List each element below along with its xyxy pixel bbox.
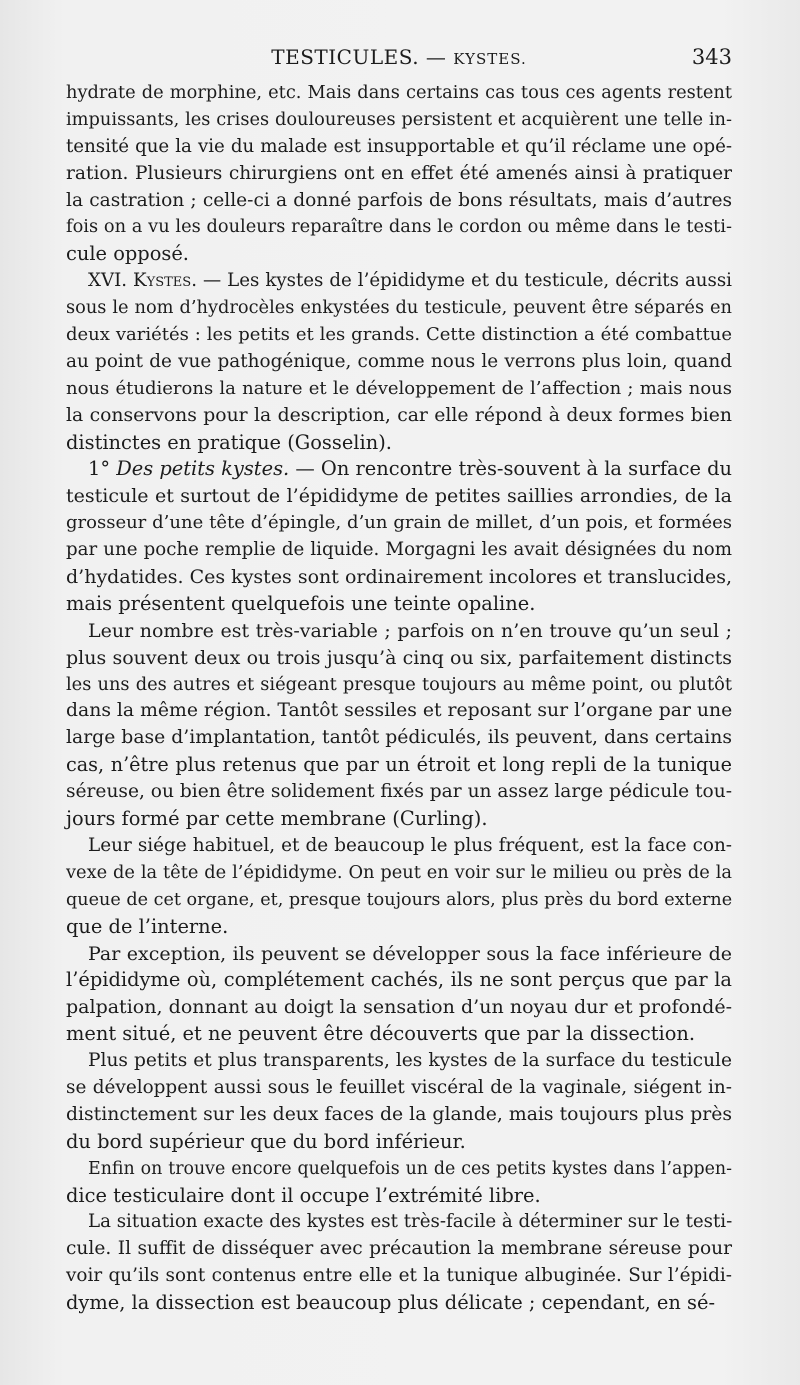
text-line <box>66 672 732 699</box>
text-line <box>66 161 732 188</box>
line-text: testicule et surtout de l’épididyme de petites saillies arrondies, de la <box>66 485 732 508</box>
text-line <box>66 430 732 457</box>
text-line <box>66 483 732 510</box>
line-text: Plus petits et plus transparents, les kystes de la surface du testicule <box>88 1050 732 1072</box>
line-text: ment situé, et ne peuvent être découverts que par la dissection. <box>66 1022 696 1046</box>
text-line <box>66 618 732 645</box>
text-line <box>66 1048 732 1075</box>
line-text: palpation, donnant au doigt la sensation d’un noyau dur et profondé- <box>66 996 732 1019</box>
line-text: fois on a vu les douleurs reparaître dans le cordon ou même dans le testi- <box>66 216 732 238</box>
line-text: plus souvent deux ou trois jusqu’à cinq ou six, parfaitement distincts <box>66 646 732 669</box>
text-line <box>66 107 732 134</box>
text-line <box>66 1021 732 1048</box>
running-head <box>66 42 732 74</box>
text-line <box>66 134 732 161</box>
line-text: que de l’interne. <box>66 914 229 938</box>
text-line <box>66 456 732 483</box>
text-line <box>66 591 732 618</box>
text-line <box>66 1156 732 1183</box>
line-text: l’épididyme où, complétement cachés, ils ne sont perçus que par la <box>66 968 732 992</box>
text-line <box>66 322 732 349</box>
text-line <box>66 349 732 376</box>
line-text: Par exception, ils peuvent se développer sous la face inférieure de <box>88 942 732 965</box>
text-line <box>66 214 732 241</box>
line-text: la conservons pour la description, car elle répond à deux formes bien <box>66 404 732 426</box>
line-text: sous le nom d’hydrocèles enkystées du testicule, peuvent être séparés en <box>66 297 732 319</box>
line-text: cule opposé. <box>66 242 189 266</box>
text-line <box>66 967 732 994</box>
line-text: voir qu’ils sont contenus entre elle et la tunique albuginée. Sur l’épidi- <box>66 1265 732 1287</box>
line-text: large base d’implantation, tantôt pédiculés, ils peuvent, dans certains <box>66 727 732 749</box>
line-text: distinctement sur les deux faces de la glande, mais toujours plus près <box>66 1103 732 1125</box>
line-text: Leur nombre est très-variable ; parfois on n’en trouve qu’un seul ; <box>88 619 732 642</box>
text-line <box>66 295 732 322</box>
line-text: queue de cet organe, et, presque toujours alors, plus près du bord externe <box>66 889 733 910</box>
text-line <box>66 779 732 806</box>
line-text: séreuse, ou bien être solidement fixés par un assez large pédicule tou- <box>66 781 732 803</box>
running-head-title: TESTICULES. <box>271 45 420 69</box>
text-line <box>66 994 732 1021</box>
line-text: distinctes en pratique (Gosselin). <box>66 430 392 454</box>
text-line <box>66 1263 732 1290</box>
text-line <box>66 376 732 403</box>
text-line <box>66 268 732 295</box>
line-text: nous étudierons la nature et le développement de l’affection ; mais nous <box>66 377 732 399</box>
text-line <box>66 241 732 268</box>
line-text: au point de vue pathogénique, comme nous le verrons plus loin, quand <box>66 350 732 372</box>
text-line <box>66 403 732 430</box>
line-text: d’hydatides. Ces kystes sont ordinairement incolores et translucides, <box>66 566 733 589</box>
text-line <box>66 1075 732 1102</box>
text-line <box>66 1290 732 1317</box>
line-text: du bord supérieur que du bord inférieur. <box>66 1129 466 1153</box>
text-line <box>66 188 732 215</box>
line-text: impuissants, les crises douloureuses persistent et acquièrent une telle in- <box>66 108 732 130</box>
subsection-heading: Des petits kystes. <box>116 457 290 481</box>
line-text: jours formé par cette membrane (Curling). <box>66 807 488 831</box>
line-text: tensité que la vie du malade est insupportable et qu’il réclame une opé- <box>66 135 732 157</box>
section-heading: Kystes. <box>133 270 197 292</box>
line-text: mais présentent quelquefois une teinte opaline. <box>66 591 536 615</box>
text-line <box>66 833 732 860</box>
text-line <box>66 80 732 107</box>
text-line <box>66 887 732 914</box>
line-text: La situation exacte des kystes est très-facile à déterminer sur le testi- <box>88 1211 733 1233</box>
text-line <box>66 1183 732 1210</box>
line-text: Enfin on trouve encore quelquefois un de ces petits kystes dans l’appen- <box>88 1158 732 1179</box>
text-line <box>66 698 732 725</box>
text-line <box>66 941 732 968</box>
section-number: 1° <box>88 457 117 481</box>
running-head-subtitle: KYSTES. <box>453 50 527 68</box>
line-text: se développent aussi sous le feuillet viscéral de la vaginale, siégent in- <box>66 1076 732 1098</box>
line-text: Leur siége habituel, et de beaucoup le plus fréquent, est la face con- <box>88 834 732 856</box>
text-line <box>66 860 732 887</box>
line-text: cas, n’être plus retenus que par un étroit et long repli de la tunique <box>66 753 732 777</box>
page-header <box>66 42 732 72</box>
line-text: la castration ; celle-ci a donné parfois de bons résultats, mais d’autres <box>66 189 732 211</box>
text-line <box>66 806 732 833</box>
text-line <box>66 725 732 752</box>
page-number: 343 <box>691 45 732 69</box>
line-text: dice testiculaire dont il occupe l’extrémité libre. <box>66 1183 541 1207</box>
line-text: dyme, la dissection est beaucoup plus délicate ; cependant, en sé- <box>66 1291 716 1315</box>
text-line <box>66 537 732 564</box>
line-text: — On rencontre très-souvent à la surface du <box>289 457 732 481</box>
text-line <box>66 510 732 537</box>
section-number: XVI. <box>88 270 134 292</box>
text-line <box>66 914 732 941</box>
text-line <box>66 1102 732 1129</box>
line-text: vexe de la tête de l’épididyme. On peut en voir sur le milieu ou près de la <box>66 861 732 883</box>
text-line <box>66 564 732 591</box>
running-head-dash: — <box>419 45 454 69</box>
line-text: les uns des autres et siégeant presque toujours au même point, ou plutôt <box>66 673 732 695</box>
line-text: deux variétés : les petits et les grands. Cette distinction a été combattue <box>66 324 732 346</box>
line-text: cule. Il suffit de disséquer avec précaution la membrane séreuse pour <box>66 1238 732 1260</box>
line-text: ration. Plusieurs chirurgiens ont en effet été amenés ainsi à pratiquer <box>66 162 732 184</box>
line-text: grosseur d’une tête d’épingle, d’un grain de millet, d’un pois, et formées <box>66 512 732 534</box>
line-text: par une poche remplie de liquide. Morgagni les avait désignées du nom <box>66 539 732 561</box>
line-text: — Les kystes de l’épididyme et du testicule, décrits aussi <box>196 270 732 292</box>
body-text <box>66 80 732 1317</box>
text-line <box>66 645 732 672</box>
text-line <box>66 1209 732 1236</box>
text-line <box>66 752 732 779</box>
line-text: hydrate de morphine, etc. Mais dans certains cas tous ces agents restent <box>66 82 732 103</box>
text-line <box>66 1129 732 1156</box>
text-line <box>66 1236 732 1263</box>
line-text: dans la même région. Tantôt sessiles et reposant sur l’organe par une <box>66 700 733 722</box>
